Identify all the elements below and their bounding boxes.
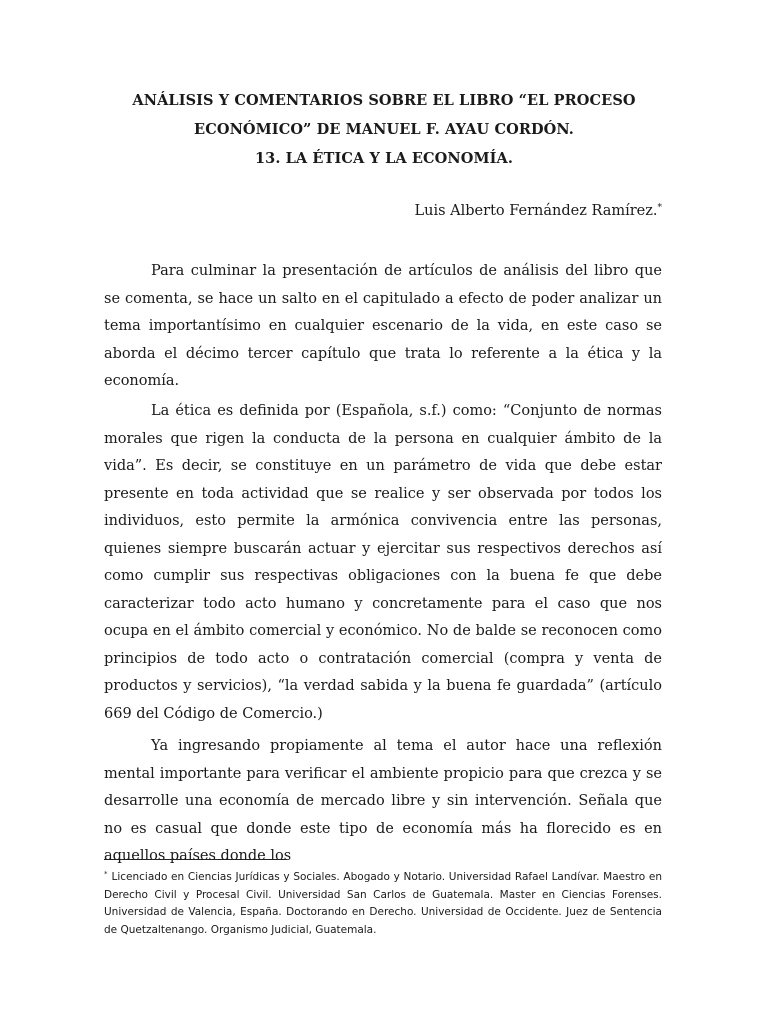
author-line bbox=[415, 203, 662, 219]
footnote-mark: * bbox=[104, 870, 108, 878]
footnote-separator bbox=[104, 859, 287, 860]
title-line-1: ANÁLISIS Y COMENTARIOS SOBRE EL LIBRO “EL PROCESO bbox=[132, 92, 636, 109]
paragraph-2: La ética es definida por (Española, s.f.) como: “Conjunto de normas morales que rigen la conducta de la persona en cualquier ámbito de la vida”. Es decir, se constituye en un parámetro de vida que debe estar presente en toda actividad que se realice y ser observada por todos los individuos, esto permite la armónica convivencia entre las personas, quienes siempre buscarán actuar y ejercitar sus respectivos derechos así como cumplir sus respectivas obligaciones con la buena fe que debe caracterizar todo acto humano y concretamente para el caso que nos ocupa en el ámbito comercial y económico. No de balde se reconocen como principios de todo acto o contratación comercial (compra y venta de productos y servicios), “la verdad sabida y la buena fe guardada” (artículo 669 del Código de Comercio.) bbox=[104, 403, 662, 722]
footnote bbox=[104, 866, 662, 939]
author-footnote-mark: * bbox=[657, 203, 662, 213]
paragraph-3: Ya ingresando propiamente al tema el autor hace una reflexión mental importante para verificar el ambiente propicio para que crezca y se desarrolle una economía de mercado libre y sin intervención. Señala que no es casual que donde este tipo de economía más ha florecido es en aquellos países donde los bbox=[104, 738, 662, 864]
author-name: Luis Alberto Fernández Ramírez. bbox=[414, 203, 658, 219]
title-line-2: ECONÓMICO” DE MANUEL F. AYAU CORDÓN. bbox=[194, 121, 574, 138]
document-title bbox=[80, 86, 688, 173]
paragraph-1: Para culminar la presentación de artículos de análisis del libro que se comenta, se hace un salto en el capitulado a efecto de poder analizar un tema importantísimo en cualquier escenario de la vida, en este caso se aborda el décimo tercer capítulo que trata lo referente a la ética y la economía. bbox=[104, 263, 662, 389]
title-line-3: 13. LA ÉTICA Y LA ECONOMÍA. bbox=[254, 150, 514, 167]
footnote-text: Licenciado en Ciencias Jurídicas y Sociales. Abogado y Notario. Universidad Rafael Landívar. Maestro en Derecho Civil y Procesal Civil. Universidad San Carlos de Guatemala. Master en Ciencias Forenses. Universidad de Valencia, España. Doctorando en Derecho. Universidad de Occidente. Juez de Sentencia de Quetzaltenango. Organismo Judicial, Guatemala. bbox=[104, 871, 662, 936]
